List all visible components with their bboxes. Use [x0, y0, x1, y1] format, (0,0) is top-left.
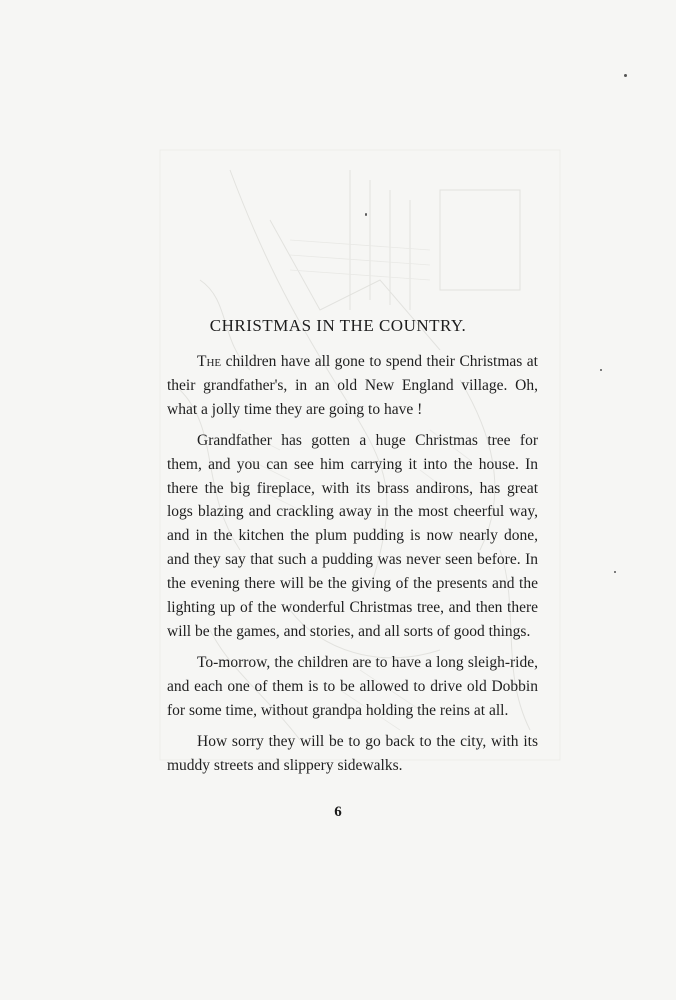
paragraph-lead-word: The — [197, 353, 222, 370]
paper-speck — [365, 213, 367, 216]
page-title: CHRISTMAS IN THE COUNTRY. — [209, 316, 467, 335]
paragraph-1 — [167, 350, 538, 422]
paragraph-3 — [167, 651, 538, 723]
paragraph-text: children have all gone to spend their Christmas at their grandfather's, in an old New England village. Oh, what a jolly time they are going to have ! — [167, 353, 538, 418]
paragraph-text: How sorry they will be to go back to the city, with its muddy streets and slippery sidewalks. — [167, 732, 538, 774]
paragraph-2 — [167, 429, 538, 644]
paper-speck — [614, 571, 616, 573]
paragraph-text: Grandfather has gotten a huge Christmas tree for them, and you can see him carrying it into the house. In there the big fireplace, with its brass andirons, has great logs blazing and crackling away in the most cheerful way, and in the kitchen the plum pudding is now nearly done, and they say that such a pudding was never seen before. In the evening there will be the giving of the presents and the lighting up of the wonderful Christmas tree, and then there will be the games, and stories, and all sorts of good things. — [167, 431, 538, 640]
paragraph-text: To-morrow, the children are to have a long sleigh-ride, and each one of them is to be allowed to drive old Dobbin for some time, without grandpa holding the reins at all. — [167, 653, 538, 719]
body-text — [167, 350, 538, 784]
paragraph-4 — [167, 730, 538, 778]
page-number: 6 — [334, 804, 342, 820]
paper-speck — [624, 74, 627, 77]
paper-speck — [600, 369, 602, 371]
